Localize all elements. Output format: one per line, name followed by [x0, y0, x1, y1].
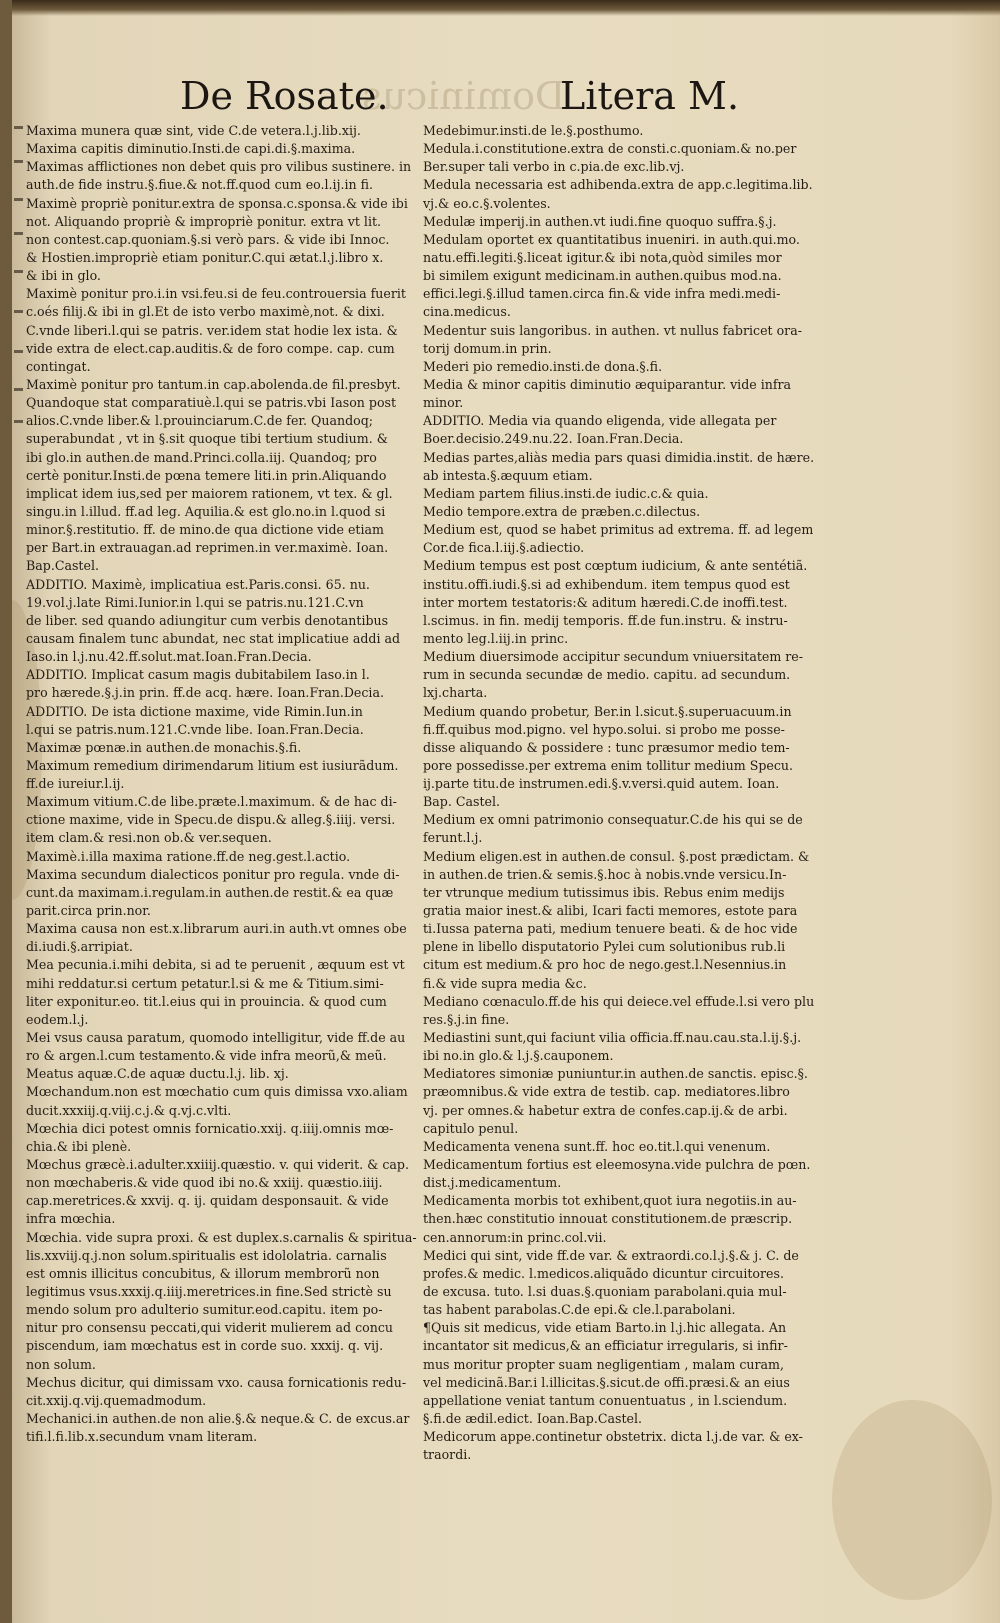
text-line: Mei vsus causa paratum, quomodo intelligitur, vide ff.de au — [26, 1030, 406, 1046]
text-line: Boer.decisio.249.nu.22. Ioan.Fran.Decia. — [423, 431, 684, 447]
text-line: Medias partes,aliàs media pars quasi dimidia.instit. de hære. — [423, 449, 815, 465]
text-line: nitur pro consensu peccati,qui viderit mulierem ad concu — [26, 1320, 394, 1336]
text-line: Mederi pio remedio.insti.de dona.§.fi. — [423, 358, 663, 374]
text-line: Medicamenta morbis tot exhibent,quot iura negotiis.in au- — [423, 1193, 797, 1209]
text-line: c.oés filij.& ibi in gl.Et de isto verbo maximè,not. & dixi. — [26, 304, 385, 320]
text-line: liter exponitur.eo. tit.l.eius qui in prouincia. & quod cum — [26, 993, 387, 1009]
text-line: mento leg.l.iij.in princ. — [423, 630, 569, 646]
text-line: Mechanici.in authen.de non alie.§.& neque.& C. de excus.ar — [26, 1410, 410, 1426]
text-line: tifi.l.fi.lib.x.secundum vnam literam. — [26, 1429, 258, 1445]
text-line: effici.legi.§.illud tamen.circa fin.& vide infra medi.medi- — [423, 286, 781, 302]
text-line: Medium diuersimode accipitur secundum vniuersitatem re- — [423, 649, 804, 665]
text-line: rum in secunda secundæ de medio. capitu. ad secundum. — [423, 667, 791, 683]
text-line: Maximæ pœnæ.in authen.de monachis.§.fi. — [26, 739, 302, 755]
text-line: infra mœchia. — [26, 1211, 116, 1227]
text-line: ro & argen.l.cum testamento.& vide infra meorũ,& meũ. — [26, 1048, 387, 1064]
text-line: ibi glo.in authen.de mand.Princi.colla.iij. Quandoq; pro — [26, 449, 377, 465]
text-line: alios.C.vnde liber.& l.prouinciarum.C.de fer. Quandoq; — [26, 413, 374, 429]
text-line: mus moritur propter suam negligentiam , malam curam, — [423, 1356, 785, 1372]
text-line: minor.§.restitutio. ff. de mino.de qua dictione vide etiam — [26, 522, 384, 538]
text-line: Meatus aquæ.C.de aquæ ductu.l.j. lib. xj. — [26, 1066, 289, 1082]
header-right-title: Litera M. — [560, 74, 740, 118]
text-line: auth.de fide instru.§.fiue.& not.ff.quod cum eo.l.ij.in fi. — [26, 177, 374, 193]
text-line: Cor.de fica.l.iij.§.adiectio. — [423, 540, 585, 556]
text-line: Medulæ imperij.in authen.vt iudi.fine quoquo suffra.§.j. — [423, 213, 777, 229]
text-line: cit.xxij.q.vij.quemadmodum. — [26, 1392, 207, 1408]
text-line: causam finalem tunc abundat, nec stat implicatiue addi ad — [26, 630, 401, 646]
text-line: ff.de iureiur.l.ij. — [26, 776, 125, 792]
text-line: eodem.l.j. — [26, 1011, 89, 1027]
text-line: Medium est, quod se habet primitus ad extrema. ff. ad legem — [423, 522, 814, 538]
text-line: Mœchia dici potest omnis fornicatio.xxij. q.iiij.omnis mœ- — [26, 1120, 394, 1136]
header-left-title: De Rosate. — [180, 74, 389, 118]
text-line: cina.medicus. — [423, 304, 511, 320]
text-line: C.vnde liberi.l.qui se patris. ver.idem stat hodie lex ista. & — [26, 322, 398, 338]
text-line: Medium tempus est post cœptum iudicium, & ante sentétiã. — [423, 558, 808, 574]
text-line: superabundat , vt in §.sit quoque tibi tertium studium. & — [26, 431, 388, 447]
text-line: Medium quando probetur, Ber.in l.sicut.§.superuacuum.in — [423, 703, 792, 719]
text-line: & Hostien.impropriè etiam ponitur.C.qui ætat.l.j.libro x. — [26, 249, 384, 265]
text-line: bi similem exigunt medicinam.in authen.quibus mod.na. — [423, 268, 782, 284]
text-line: Mediam partem filius.insti.de iudic.c.& quia. — [423, 485, 709, 501]
text-line: præomnibus.& vide extra de testib. cap. mediatores.libro — [423, 1084, 790, 1100]
text-line: ducit.xxxiij.q.viij.c.j.& q.vj.c.vlti. — [26, 1102, 232, 1118]
text-line: citum est medium.& pro hoc de nego.gest.l.Nesennius.in — [423, 957, 787, 973]
text-line: Bap.Castel. — [26, 558, 99, 574]
right-text-column — [423, 122, 857, 1464]
text-line: ij.parte titu.de instrumen.edi.§.v.versi.quid autem. Ioan. — [423, 776, 780, 792]
text-line: ferunt.l.j. — [423, 830, 483, 846]
text-line: Medicamenta venena sunt.ff. hoc eo.tit.l.qui venenum. — [423, 1138, 771, 1154]
text-line: Mea pecunia.i.mihi debita, si ad te peruenit , æquum est vt — [26, 957, 405, 973]
text-line: in authen.de trien.& semis.§.hoc à nobis.vnde versicu.In- — [423, 866, 787, 882]
text-line: vide extra de elect.cap.auditis.& de foro compe. cap. cum — [26, 340, 395, 356]
text-line: minor. — [423, 395, 464, 411]
text-line: inter mortem testatoris:& aditum hæredi.C.de inoffi.test. — [423, 594, 788, 610]
text-line: vel medicinã.Bar.i l.illicitas.§.sicut.de offi.præsi.& an eius — [423, 1374, 790, 1390]
text-line: then.hæc constitutio innouat constitutionem.de præscrip. — [423, 1211, 793, 1227]
text-line: singu.in l.illud. ff.ad leg. Aquilia.& est glo.no.in l.quod si — [26, 503, 386, 519]
text-line: cap.meretrices.& xxvij. q. ij. quidam desponsauit. & vide — [26, 1193, 389, 1209]
text-line: est omnis illicitus concubitus, & illorum membrorũ non — [26, 1265, 380, 1281]
text-line: de excusa. tuto. l.si duas.§.quoniam parabolani.quia mul- — [423, 1284, 787, 1299]
text-line: legitimus vsus.xxxij.q.iiij.meretrices.in fine.Sed strictè su — [26, 1284, 392, 1299]
text-line: Medicamentum fortius est eleemosyna.vide pulchra de pœn. — [423, 1157, 811, 1173]
text-line: Mœchus græcè.i.adulter.xxiiij.quæstio. v. qui viderit. & cap. — [26, 1157, 409, 1173]
text-line: per Bart.in extrauagan.ad reprimen.in ver.maximè. Ioan. — [26, 540, 389, 556]
text-line: fi.& vide supra media &c. — [423, 975, 587, 991]
left-margin-marks — [12, 120, 26, 1020]
text-line: disse aliquando & possidere : tunc præsumor medio tem- — [423, 739, 790, 755]
text-line: vj. per omnes.& habetur extra de confes.cap.ij.& de arbi. — [423, 1102, 788, 1118]
text-line: Maxima capitis diminutio.Insti.de capi.di.§.maxima. — [26, 141, 356, 157]
text-line: Bap. Castel. — [423, 794, 500, 810]
text-line: institu.offi.iudi.§.si ad exhibendum. item tempus quod est — [423, 576, 790, 592]
text-line: mihi reddatur.si certum petatur.l.si & me & Titium.simi- — [26, 975, 384, 991]
text-line: Medici qui sint, vide ff.de var. & extraordi.co.l.j.§.& j. C. de — [423, 1247, 799, 1263]
text-line: ab intesta.§.æquum etiam. — [423, 467, 593, 483]
text-line: cen.annorum:in princ.col.vii. — [423, 1229, 607, 1245]
text-line: 19.vol.j.late Rimi.Iunior.in l.qui se patris.nu.121.C.vn — [26, 594, 364, 610]
text-line: Quandoque stat comparatiuè.l.qui se patris.vbi Iason post — [26, 395, 397, 411]
text-line: Maxima munera quæ sint, vide C.de vetera.l.j.lib.xij. — [26, 123, 361, 138]
text-line: pro hærede.§.j.in prin. ff.de acq. hære. Ioan.Fran.Decia. — [26, 685, 384, 701]
text-line: capitulo penul. — [423, 1120, 519, 1136]
text-line: ADDITIO. Maximè, implicatiua est.Paris.consi. 65. nu. — [26, 576, 370, 592]
text-line: gratia maior inest.& alibi, Icari facti memores, estote para — [423, 903, 798, 919]
text-line: Maximum remedium dirimendarum litium est iusiurãdum. — [26, 757, 399, 773]
text-line: Medula.i.constitutione.extra de consti.c.quoniam.& no.per — [423, 141, 797, 157]
text-line: Maxima causa non est.x.librarum auri.in auth.vt omnes obe — [26, 921, 407, 937]
text-line: Medentur suis langoribus. in authen. vt nullus fabricet ora- — [423, 322, 802, 338]
text-line: plene in libello disputatorio Pylei cum solutionibus rub.li — [423, 939, 786, 955]
text-line: fi.ff.quibus mod.pigno. vel hypo.solui. si probo me posse- — [423, 721, 785, 737]
text-line: Medium ex omni patrimonio consequatur.C.de his qui se de — [423, 812, 803, 828]
text-line: dist.j.medicamentum. — [423, 1175, 562, 1191]
text-line: item clam.& resi.non ob.& ver.sequen. — [26, 830, 272, 846]
text-line: Medebimur.insti.de le.§.posthumo. — [423, 123, 644, 138]
text-line: tas habent parabolas.C.de epi.& cle.l.parabolani. — [423, 1302, 736, 1318]
text-line: profes.& medic. l.medicos.aliquãdo dicuntur circuitores. — [423, 1265, 784, 1281]
text-line: lxj.charta. — [423, 685, 488, 701]
text-line: §.fi.de ædil.edict. Ioan.Bap.Castel. — [423, 1410, 643, 1426]
text-line: Maximum vitium.C.de libe.præte.l.maximum. & de hac di- — [26, 794, 397, 810]
text-line: ADDITIO. Media via quando eligenda, vide allegata per — [423, 413, 777, 429]
text-line: contingat. — [26, 358, 91, 374]
text-line: non solum. — [26, 1356, 96, 1372]
text-line: chia.& ibi plenè. — [26, 1138, 132, 1154]
text-line: ADDITIO. Implicat casum magis dubitabilem Iaso.in l. — [26, 667, 370, 683]
text-line: lis.xxviij.q.j.non solum.spiritualis est idololatria. carnalis — [26, 1247, 387, 1263]
text-line: non contest.cap.quoniam.§.si verò pars. & vide ibi Innoc. — [26, 231, 390, 247]
text-line: not. Aliquando propriè & impropriè ponitur. extra vt lit. — [26, 213, 382, 229]
text-line: Mechus dicitur, qui dimissam vxo. causa fornicationis redu- — [26, 1374, 407, 1390]
text-line: Mediastini sunt,qui faciunt vilia officia.ff.nau.cau.sta.l.ij.§.j. — [423, 1030, 802, 1046]
text-line: Medium eligen.est in authen.de consul. §.post prædictam. & — [423, 848, 810, 864]
text-line: traordi. — [423, 1447, 472, 1463]
text-line: ctione maxime, vide in Specu.de dispu.& alleg.§.iiij. versi. — [26, 812, 396, 828]
text-line: Mœchia. vide supra proxi. & est duplex.s.carnalis & spiritua- — [26, 1229, 417, 1245]
text-line: ¶Quis sit medicus, vide etiam Barto.in l.j.hic allegata. An — [423, 1320, 787, 1336]
text-line: & ibi in glo. — [26, 268, 101, 284]
text-line: ter vtrunque medium tutissimus ibis. Rebus enim medijs — [423, 884, 785, 900]
text-line: de liber. sed quando adiungitur cum verbis denotantibus — [26, 612, 389, 628]
text-line: Mediano cœnaculo.ff.de his qui deiece.vel effude.l.si vero plu — [423, 993, 815, 1009]
text-line: pore possedisse.per extrema enim tollitur medium Specu. — [423, 757, 794, 773]
bleed-through-text: Dominicus — [362, 74, 566, 118]
text-line: ti.Iussa paterna pati, medium tenuere beati. & de hoc vide — [423, 921, 798, 937]
text-line: mendo solum pro adulterio sumitur.eod.capitu. item po- — [26, 1302, 383, 1318]
book-page — [12, 0, 1000, 1623]
text-line: res.§.j.in fine. — [423, 1011, 510, 1027]
running-header — [12, 74, 1000, 124]
text-line: cunt.da maximam.i.regulam.in authen.de restit.& ea quæ — [26, 884, 394, 900]
text-line: non mœchaberis.& vide quod ibi no.& xxiij. quæstio.iiij. — [26, 1175, 383, 1191]
text-line: Maximè propriè ponitur.extra de sponsa.c.sponsa.& vide ibi — [26, 195, 408, 211]
text-line: piscendum, iam mœchatus est in corde suo. xxxij. q. vij. — [26, 1338, 384, 1354]
text-line: Iaso.in l.j.nu.42.ff.solut.mat.Ioan.Fran.Decia. — [26, 649, 312, 665]
text-line: ibi no.in glo.& l.j.§.cauponem. — [423, 1048, 614, 1064]
text-line: Maximas afflictiones non debet quis pro vilibus sustinere. in — [26, 159, 412, 175]
text-line: Maximè ponitur pro.i.in vsi.feu.si de feu.controuersia fuerit — [26, 286, 406, 302]
text-line: appellatione veniat tantum conuentuatus , in l.sciendum. — [423, 1392, 788, 1408]
text-line: vj.& eo.c.§.volentes. — [423, 195, 551, 211]
text-line: Ber.super tali verbo in c.pia.de exc.lib.vj. — [423, 159, 685, 175]
text-line: Mediatores simoniæ puniuntur.in authen.de sanctis. episc.§. — [423, 1066, 808, 1082]
page-top-edge — [12, 0, 1000, 16]
left-text-column — [26, 122, 431, 1446]
text-line: natu.effi.legiti.§.liceat igitur.& ibi nota,quòd similes mor — [423, 249, 782, 265]
text-line: l.scimus. in fin. medij temporis. ff.de fun.instru. & instru- — [423, 612, 788, 628]
text-line: torij domum.in prin. — [423, 340, 552, 356]
text-line: Medulam oportet ex quantitatibus inueniri. in auth.qui.mo. — [423, 231, 800, 247]
text-line: parit.circa prin.nor. — [26, 903, 151, 919]
text-line: Maximè.i.illa maxima ratione.ff.de neg.gest.l.actio. — [26, 848, 351, 864]
text-line: incantator sit medicus,& an efficiatur irregularis, si infir- — [423, 1338, 788, 1354]
text-line: di.iudi.§.arripiat. — [26, 939, 133, 955]
text-line: Maximè ponitur pro tantum.in cap.abolenda.de fil.presbyt. — [26, 376, 401, 392]
text-line: Medio tempore.extra de præben.c.dilectus. — [423, 503, 701, 519]
text-line: Medula necessaria est adhibenda.extra de app.c.legitima.lib. — [423, 177, 813, 193]
text-line: Medicorum appe.continetur obstetrix. dicta l.j.de var. & ex- — [423, 1429, 803, 1445]
text-line: l.qui se patris.num.121.C.vnde libe. Ioan.Fran.Decia. — [26, 721, 364, 737]
text-line: ADDITIO. De ista dictione maxime, vide Rimin.Iun.in — [26, 703, 363, 719]
text-line: implicat idem ius,sed per maiorem rationem, vt tex. & gl. — [26, 485, 393, 501]
text-line: certè ponitur.Insti.de pœna temere liti.in prin.Aliquando — [26, 467, 387, 483]
text-line: Maxima secundum dialecticos ponitur pro regula. vnde di- — [26, 866, 400, 882]
text-line: Media & minor capitis diminutio æquiparantur. vide infra — [423, 376, 792, 392]
text-line: Mœchandum.non est mœchatio cum quis dimissa vxo.aliam — [26, 1084, 408, 1100]
